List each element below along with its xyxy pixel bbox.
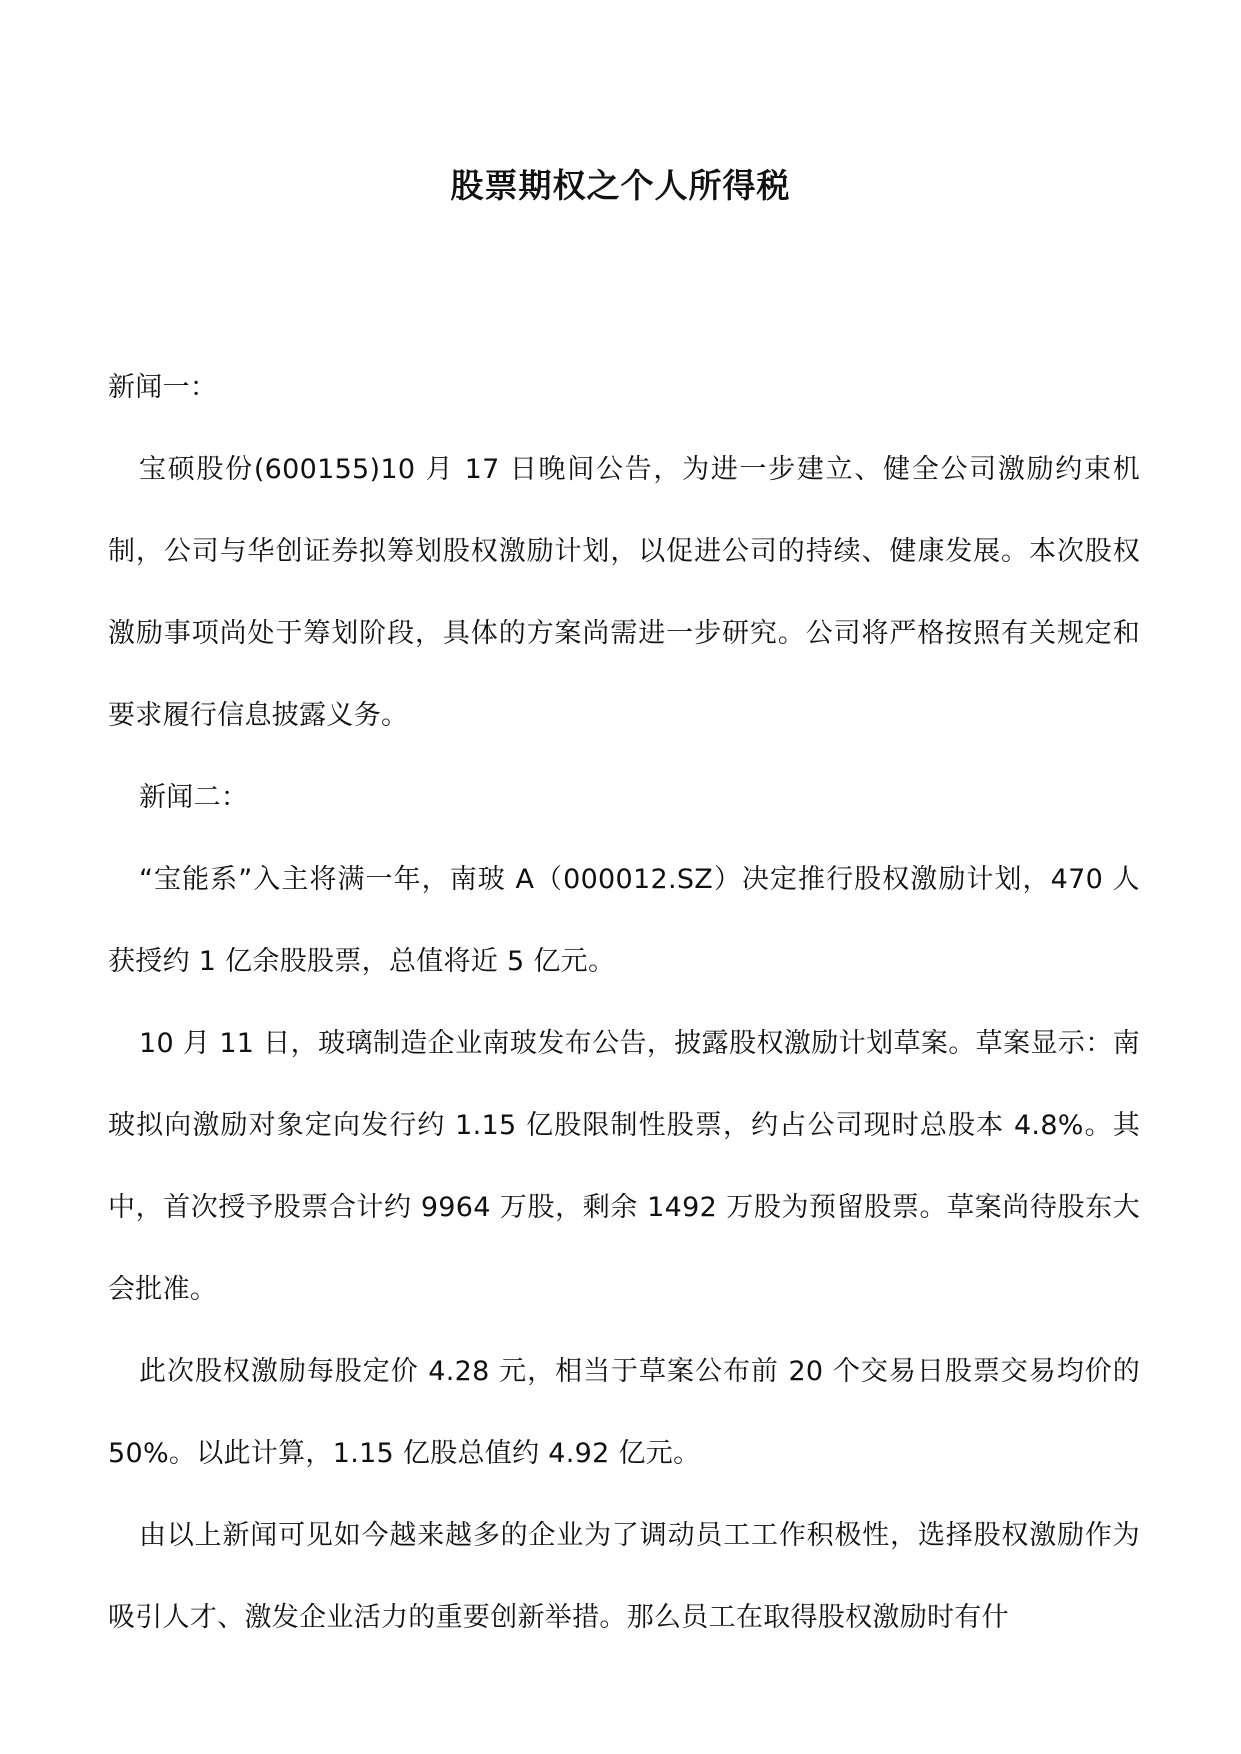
paragraph-news-one-heading: 新闻一： bbox=[108, 372, 218, 403]
paragraph-news-one-content: 宝硕股份(600155)10 月 17 日晚间公告，为进一步建立、健全公司激励约束机制，公司与华创证券拟筹划股权激励计划，以促进公司的持续、健康发展。本次股权激励事项尚处于筹划阶段，具体的方案尚需进一步研究。公司将严格按照有关规定和要求履行信息披露义务。 bbox=[108, 454, 1140, 731]
document-body bbox=[108, 347, 1140, 1659]
document-title: 股票期权之个人所得税 bbox=[450, 166, 791, 205]
paragraph-news-two-summary: “宝能系”入主将满一年，南玻 A（000012.SZ）决定推行股权激励计划，470 人获授约 1 亿余股股票，总值将近 5 亿元。 bbox=[108, 864, 1140, 977]
paragraph-conclusion: 由以上新闻可见如今越来越多的企业为了调动员工工作积极性，选择股权激励作为吸引人才、激发企业活力的重要创新举措。那么员工在取得股权激励时有什 bbox=[108, 1520, 1140, 1633]
paragraph-news-two-heading: 新闻二： bbox=[139, 782, 249, 813]
paragraph-pricing: 此次股权激励每股定价 4.28 元，相当于草案公布前 20 个交易日股票交易均价的 50%。以此计算，1.15 亿股总值约 4.92 亿元。 bbox=[108, 1356, 1140, 1469]
paragraph-news-two-details: 10 月 11 日，玻璃制造企业南玻发布公告，披露股权激励计划草案。草案显示：南玻拟向激励对象定向发行约 1.15 亿股限制性股票，约占公司现时总股本 4.8%。其中，首次授予股票合计约 9964 万股，剩余 1492 万股为预留股票。草案尚待股东大会批准。 bbox=[108, 1028, 1140, 1305]
